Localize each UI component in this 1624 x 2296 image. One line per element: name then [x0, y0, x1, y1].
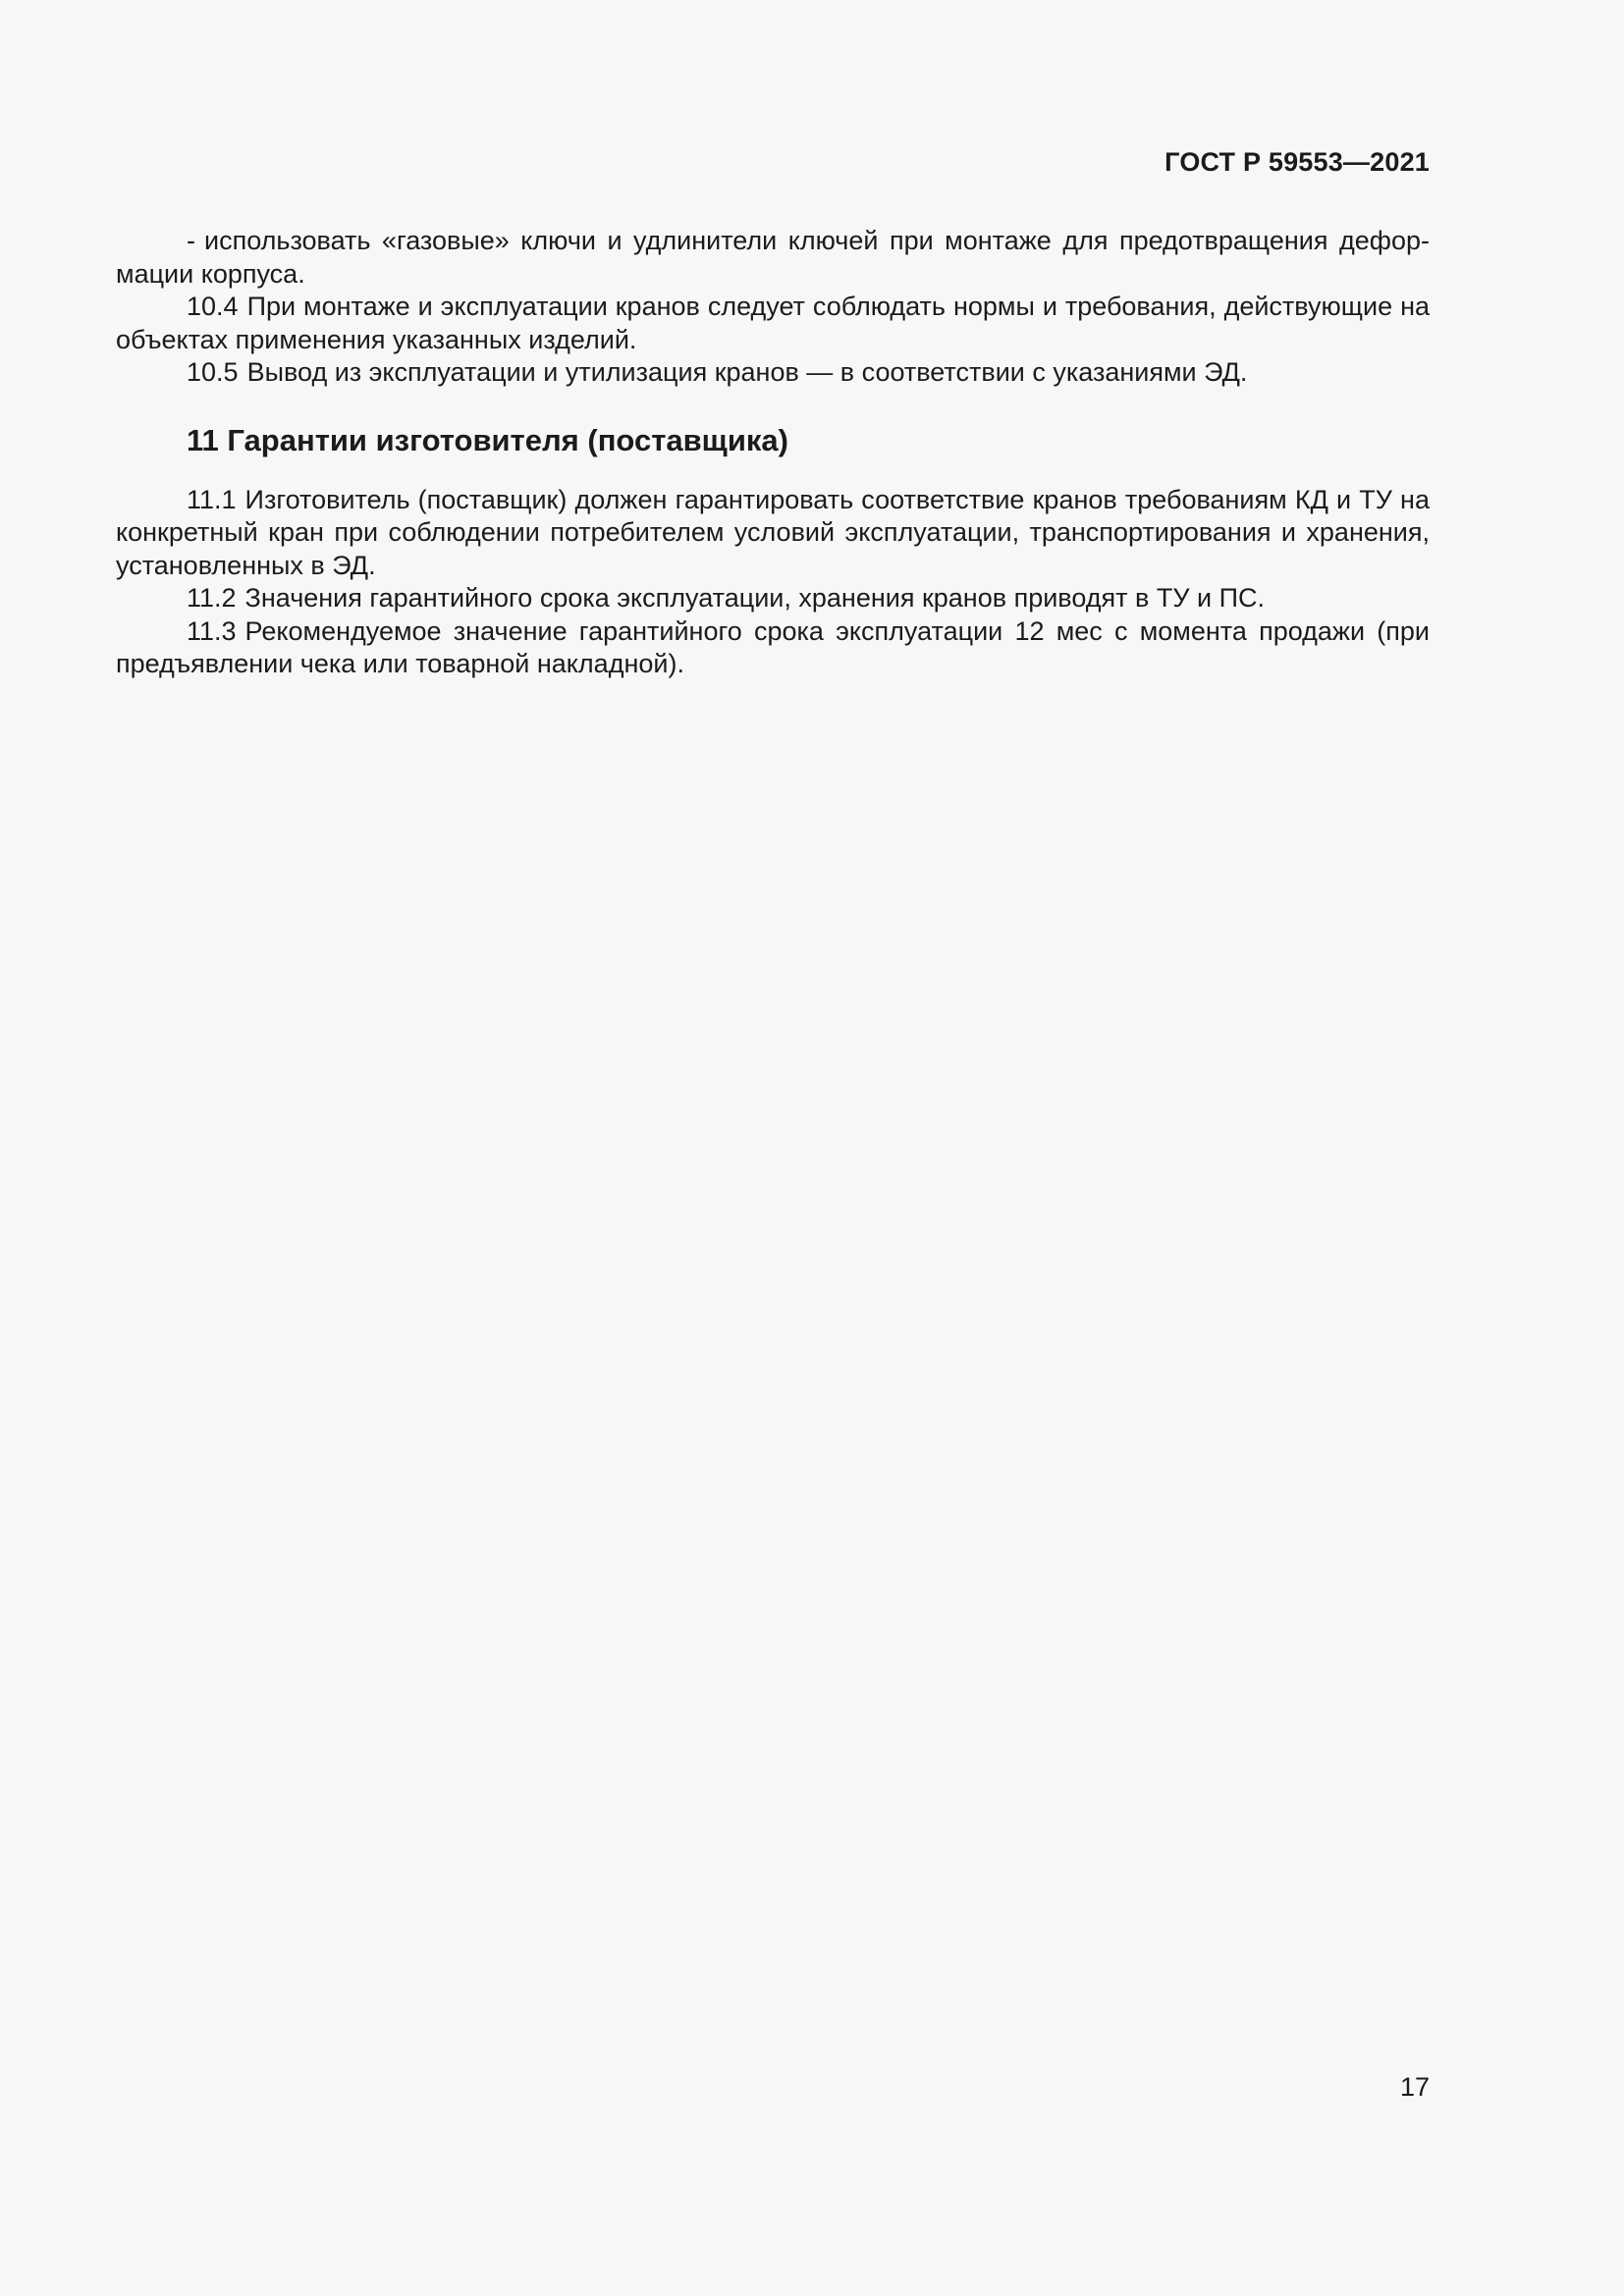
document-code: ГОСТ Р 59553—2021 — [1164, 147, 1430, 177]
paragraph-text: Изготовитель (поставщик) должен гарантировать соответствие кранов требованиям КД и ТУ на конкретный кран при соблюдении потребителем условий эксплуатации, транспортирования и хранения, установленных в ЭД. — [116, 484, 1430, 580]
paragraph-text: Рекомендуемое значение гарантийного срока эксплуатации 12 мес с момента продажи (при предъявлении чека или товарной накладной). — [116, 615, 1430, 678]
paragraph-number: 10.5 — [187, 357, 239, 387]
page-body — [116, 225, 1430, 681]
paragraph-number: 11.1 — [187, 484, 237, 514]
paragraph-10-4 — [116, 291, 1430, 356]
paragraph-11-3 — [116, 615, 1430, 681]
bullet-text: использовать «газовые» ключи и удлинители ключей при монтаже для предотвращения деформации корпуса. — [116, 226, 1430, 289]
paragraph-11-1 — [116, 484, 1430, 583]
paragraph-10-5 — [116, 356, 1430, 390]
paragraph-number: 10.4 — [187, 292, 239, 321]
paragraph-number: 11.2 — [187, 583, 237, 613]
paragraph-text: Значения гарантийного срока эксплуатации, хранения кранов приводят в ТУ и ПС. — [244, 583, 1265, 613]
paragraph-11-2 — [116, 582, 1430, 615]
paragraph-text: Вывод из эксплуатации и утилизация кранов — в соответствии с указаниями ЭД. — [246, 357, 1248, 387]
page-number: 17 — [1399, 2072, 1430, 2102]
paragraph-text: При монтаже и эксплуатации кранов следует соблюдать нормы и требования, действующие на объектах применения указанных изделий. — [116, 292, 1430, 354]
section-heading: 11 Гарантии изготовителя (поставщика) — [187, 422, 788, 457]
paragraph-number: 11.3 — [187, 615, 237, 646]
paragraph-bullet — [116, 225, 1430, 291]
bullet-marker: - — [187, 226, 195, 255]
